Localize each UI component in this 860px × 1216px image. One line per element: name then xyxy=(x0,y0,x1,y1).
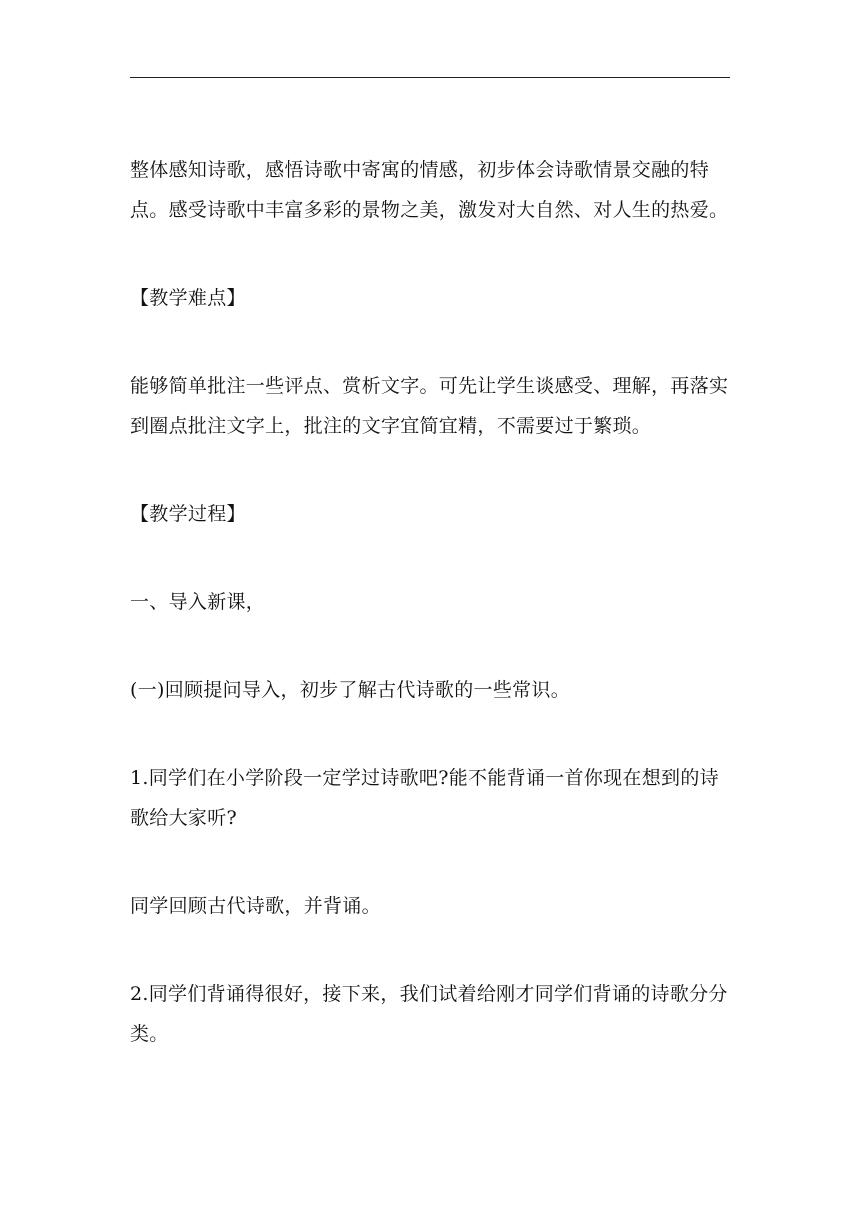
paragraph-difficulty: 能够简单批注一些评点、赏析文字。可先让学生谈感受、理解，再落实到圈点批注文字上，批注的文字宜简宜精，不需要过于繁琐。 xyxy=(130,375,729,437)
paragraph-gap xyxy=(130,926,730,974)
question-2: 2.同学们背诵得很好，接下来，我们试着给刚才同学们背诵的诗歌分分类。 xyxy=(130,983,728,1045)
heading-teaching-difficulty: 【教学难点】 xyxy=(130,287,246,309)
document-body xyxy=(130,150,730,1054)
header-rule xyxy=(130,77,730,78)
paragraph-gap xyxy=(130,622,730,670)
paragraph-gap xyxy=(130,230,730,278)
heading-teaching-process: 【教学过程】 xyxy=(130,503,246,525)
paragraph-gap xyxy=(130,446,730,494)
subsection-review: (一)回顾提问导入，初步了解古代诗歌的一些常识。 xyxy=(130,679,571,701)
answer-1: 同学回顾古代诗歌，并背诵。 xyxy=(130,895,381,917)
paragraph-objective: 整体感知诗歌，感悟诗歌中寄寓的情感，初步体会诗歌情景交融的特点。感受诗歌中丰富多彩的景物之美，激发对大自然、对人生的热爱。 xyxy=(130,159,729,221)
paragraph-gap xyxy=(130,318,730,366)
paragraph-gap xyxy=(130,710,730,758)
paragraph-gap xyxy=(130,534,730,582)
paragraph-gap xyxy=(130,838,730,886)
section-intro: 一、导入新课， xyxy=(130,591,266,613)
question-1: 1.同学们在小学阶段一定学过诗歌吧?能不能背诵一首你现在想到的诗歌给大家听? xyxy=(130,767,719,829)
